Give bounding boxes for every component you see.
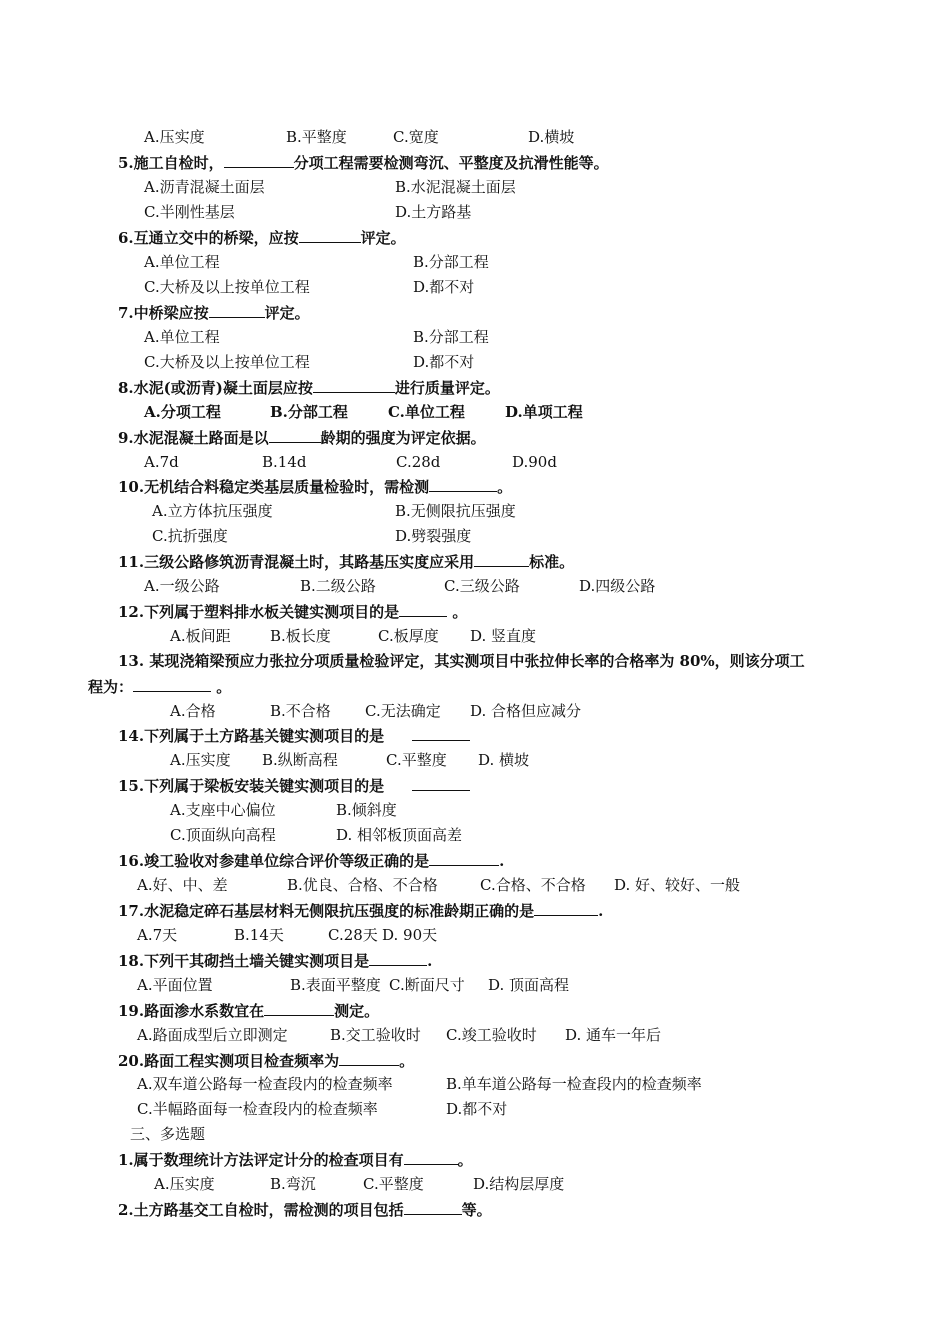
answer-option: A.平面位置 [137, 976, 213, 994]
answer-option: C.28天 [328, 926, 378, 944]
question-stem: 8.水泥(或沥青)凝土面层应按 [118, 379, 313, 397]
answer-blank [412, 725, 470, 741]
question-stem-end: 进行质量评定。 [394, 379, 500, 397]
question-stem: 12.下列属于塑料排水板关键实测项目的是 [118, 603, 400, 621]
answer-option: D. 通车一年后 [565, 1026, 662, 1044]
answer-option: B.不合格 [270, 702, 331, 720]
answer-option: C.28d [396, 453, 441, 471]
question-stem: 14.下列属于土方路基关键实测项目的是 [118, 727, 385, 745]
question-stem-end: 测定。 [334, 1002, 380, 1020]
answer-blank [399, 601, 447, 617]
question-stem: 19.路面渗水系数宜在 [118, 1002, 265, 1020]
answer-option: C.断面尺寸 [389, 976, 465, 994]
answer-option: C.半刚性基层 [144, 203, 235, 221]
answer-option: D.都不对 [413, 353, 475, 371]
answer-option: D.四级公路 [579, 577, 656, 595]
answer-option: B.14天 [234, 926, 284, 944]
answer-option: A.单位工程 [144, 253, 220, 271]
question-stem: 13. 某现浇箱梁预应力张拉分项质量检验评定，其实测项目中张拉伸长率的合格率为 80%，则该分项工 [118, 652, 805, 670]
question-text [118, 227, 406, 248]
answer-option: A.压实度 [154, 1175, 215, 1193]
answer-option: D.90d [512, 453, 557, 471]
answer-option: A.7天 [137, 926, 178, 944]
question-text [118, 601, 467, 622]
answer-option: A.支座中心偏位 [170, 801, 276, 819]
question-stem-end: 。 [457, 1151, 473, 1169]
question-stem: 11.三级公路修筑沥青混凝土时，其路基压实度应采用 [118, 553, 475, 571]
answer-blank [133, 676, 211, 692]
answer-option: B.分部工程 [413, 328, 489, 346]
answer-blank [299, 227, 361, 243]
answer-option: D. 合格但应减分 [470, 702, 582, 720]
answer-option: D. 竖直度 [470, 627, 537, 645]
answer-option: C.半幅路面每一检查段内的检查频率 [137, 1100, 378, 1118]
question-text [118, 725, 470, 746]
answer-option: B.表面平整度 [290, 976, 381, 994]
question-stem: 5.施工自检时， [118, 154, 224, 172]
answer-option: B.14d [262, 453, 307, 471]
question-text [118, 377, 500, 398]
answer-blank [313, 377, 395, 393]
answer-option: A.单位工程 [144, 328, 220, 346]
answer-option: A.一级公路 [144, 577, 220, 595]
answer-option: B.倾斜度 [336, 801, 397, 819]
answer-option: D.劈裂强度 [395, 527, 472, 545]
question-stem-end: . [598, 902, 604, 920]
answer-blank [369, 950, 427, 966]
question-text [88, 676, 231, 697]
answer-option: D. 顶面高程 [488, 976, 570, 994]
question-text [118, 900, 603, 921]
question-text [118, 1050, 414, 1071]
answer-option: C.宽度 [393, 128, 439, 146]
answer-option: D.都不对 [446, 1100, 508, 1118]
question-text [118, 1149, 473, 1170]
answer-option: D.土方路基 [395, 203, 472, 221]
question-text [118, 152, 609, 173]
answer-option: D. 横坡 [478, 751, 530, 769]
answer-option: C.顶面纵向高程 [170, 826, 276, 844]
question-stem: 6.互通立交中的桥梁，应按 [118, 229, 299, 247]
answer-option: B.单车道公路每一检查段内的检查频率 [446, 1075, 702, 1093]
question-stem-end: 等。 [461, 1201, 492, 1219]
answer-option: D. 90天 [382, 926, 438, 944]
question-stem-end: 。 [399, 1052, 415, 1070]
question-stem-end: 。 [497, 478, 513, 496]
question-stem: 程为： [88, 678, 134, 696]
answer-option: A.沥青混凝土面层 [144, 178, 265, 196]
answer-option: D. 好、较好、一般 [614, 876, 741, 894]
question-stem: 17.水泥稳定碎石基层材料无侧限抗压强度的标准龄期正确的是 [118, 902, 535, 920]
answer-blank [269, 427, 321, 443]
answer-option: A.板间距 [170, 627, 231, 645]
question-stem: 9.水泥混凝土路面是以 [118, 429, 269, 447]
answer-option: B.无侧限抗压强度 [395, 502, 516, 520]
answer-option: A.好、中、差 [137, 876, 228, 894]
answer-option: C.大桥及以上按单位工程 [144, 278, 310, 296]
question-text [118, 1000, 379, 1021]
question-stem: 18.下列干其砌挡土墙关键实测项目是 [118, 952, 370, 970]
answer-option: C.合格、不合格 [480, 876, 586, 894]
answer-option: B.纵断高程 [262, 751, 338, 769]
answer-option: B.交工验收时 [330, 1026, 421, 1044]
answer-option: B.平整度 [286, 128, 347, 146]
question-text [118, 775, 470, 796]
answer-blank [209, 302, 265, 318]
question-text [118, 476, 512, 497]
question-stem-end: 分项工程需要检测弯沉、平整度及抗滑性能等。 [293, 154, 609, 172]
question-stem-end: 评定。 [264, 304, 310, 322]
answer-option: C.大桥及以上按单位工程 [144, 353, 310, 371]
answer-blank [429, 476, 497, 492]
answer-option: B.板长度 [270, 627, 331, 645]
answer-option: C.三级公路 [444, 577, 520, 595]
question-stem: 10.无机结合料稳定类基层质量检验时，需检测 [118, 478, 430, 496]
answer-option: A.分项工程 [144, 403, 221, 421]
answer-option: C.板厚度 [378, 627, 439, 645]
question-text [118, 551, 574, 572]
question-stem: 7.中桥梁应按 [118, 304, 209, 322]
question-stem-end: 。 [447, 603, 468, 621]
answer-option: B.弯沉 [270, 1175, 316, 1193]
answer-option: A.合格 [170, 702, 216, 720]
answer-option: D.单项工程 [505, 403, 583, 421]
question-text [118, 950, 432, 971]
question-stem: 三、多选题 [130, 1125, 206, 1143]
question-text [118, 1199, 492, 1220]
answer-option: C.平整度 [386, 751, 447, 769]
question-stem: 15.下列属于梁板安装关键实测项目的是 [118, 777, 385, 795]
answer-option: C.无法确定 [365, 702, 441, 720]
answer-option: B.分部工程 [270, 403, 348, 421]
answer-blank [412, 775, 470, 791]
answer-option: A.立方体抗压强度 [152, 502, 273, 520]
answer-option: A.双车道公路每一检查段内的检查频率 [137, 1075, 393, 1093]
answer-option: D. 相邻板顶面高差 [336, 826, 463, 844]
answer-option: C.单位工程 [388, 403, 465, 421]
question-stem: 1.属于数理统计方法评定计分的检查项目有 [118, 1151, 404, 1169]
answer-option: C.平整度 [363, 1175, 424, 1193]
answer-blank [224, 152, 294, 168]
answer-blank [404, 1149, 458, 1165]
answer-option: A.7d [144, 453, 179, 471]
answer-blank [339, 1050, 399, 1066]
question-stem-end: . [427, 952, 433, 970]
question-stem-end: 龄期的强度为评定依据。 [320, 429, 486, 447]
question-text [118, 850, 504, 871]
answer-option: B.分部工程 [413, 253, 489, 271]
answer-blank [404, 1199, 462, 1215]
question-stem: 20.路面工程实测项目检查频率为 [118, 1052, 340, 1070]
answer-option: D.结构层厚度 [473, 1175, 565, 1193]
question-stem-end: 评定。 [360, 229, 406, 247]
answer-blank [264, 1000, 334, 1016]
answer-option: B.水泥混凝土面层 [395, 178, 516, 196]
answer-blank [474, 551, 529, 567]
answer-option: A.压实度 [144, 128, 205, 146]
question-stem: 2.土方路基交工自检时，需检测的项目包括 [118, 1201, 404, 1219]
question-stem: 16.竣工验收对参建单位综合评价等级正确的是 [118, 852, 430, 870]
answer-option: C.抗折强度 [152, 527, 228, 545]
answer-option: D.横坡 [528, 128, 575, 146]
answer-option: B.优良、合格、不合格 [287, 876, 438, 894]
answer-option: D.都不对 [413, 278, 475, 296]
question-stem-end: 标准。 [529, 553, 575, 571]
question-text [118, 302, 310, 323]
answer-option: B.二级公路 [300, 577, 376, 595]
answer-option: A.压实度 [170, 751, 231, 769]
answer-blank [429, 850, 499, 866]
question-stem-end: . [499, 852, 505, 870]
question-text [118, 427, 486, 448]
answer-option: A.路面成型后立即测定 [137, 1026, 288, 1044]
answer-option: C.竣工验收时 [446, 1026, 537, 1044]
answer-blank [534, 900, 598, 916]
question-text [118, 651, 805, 671]
section-heading [130, 1124, 205, 1144]
question-stem-end: 。 [211, 678, 232, 696]
